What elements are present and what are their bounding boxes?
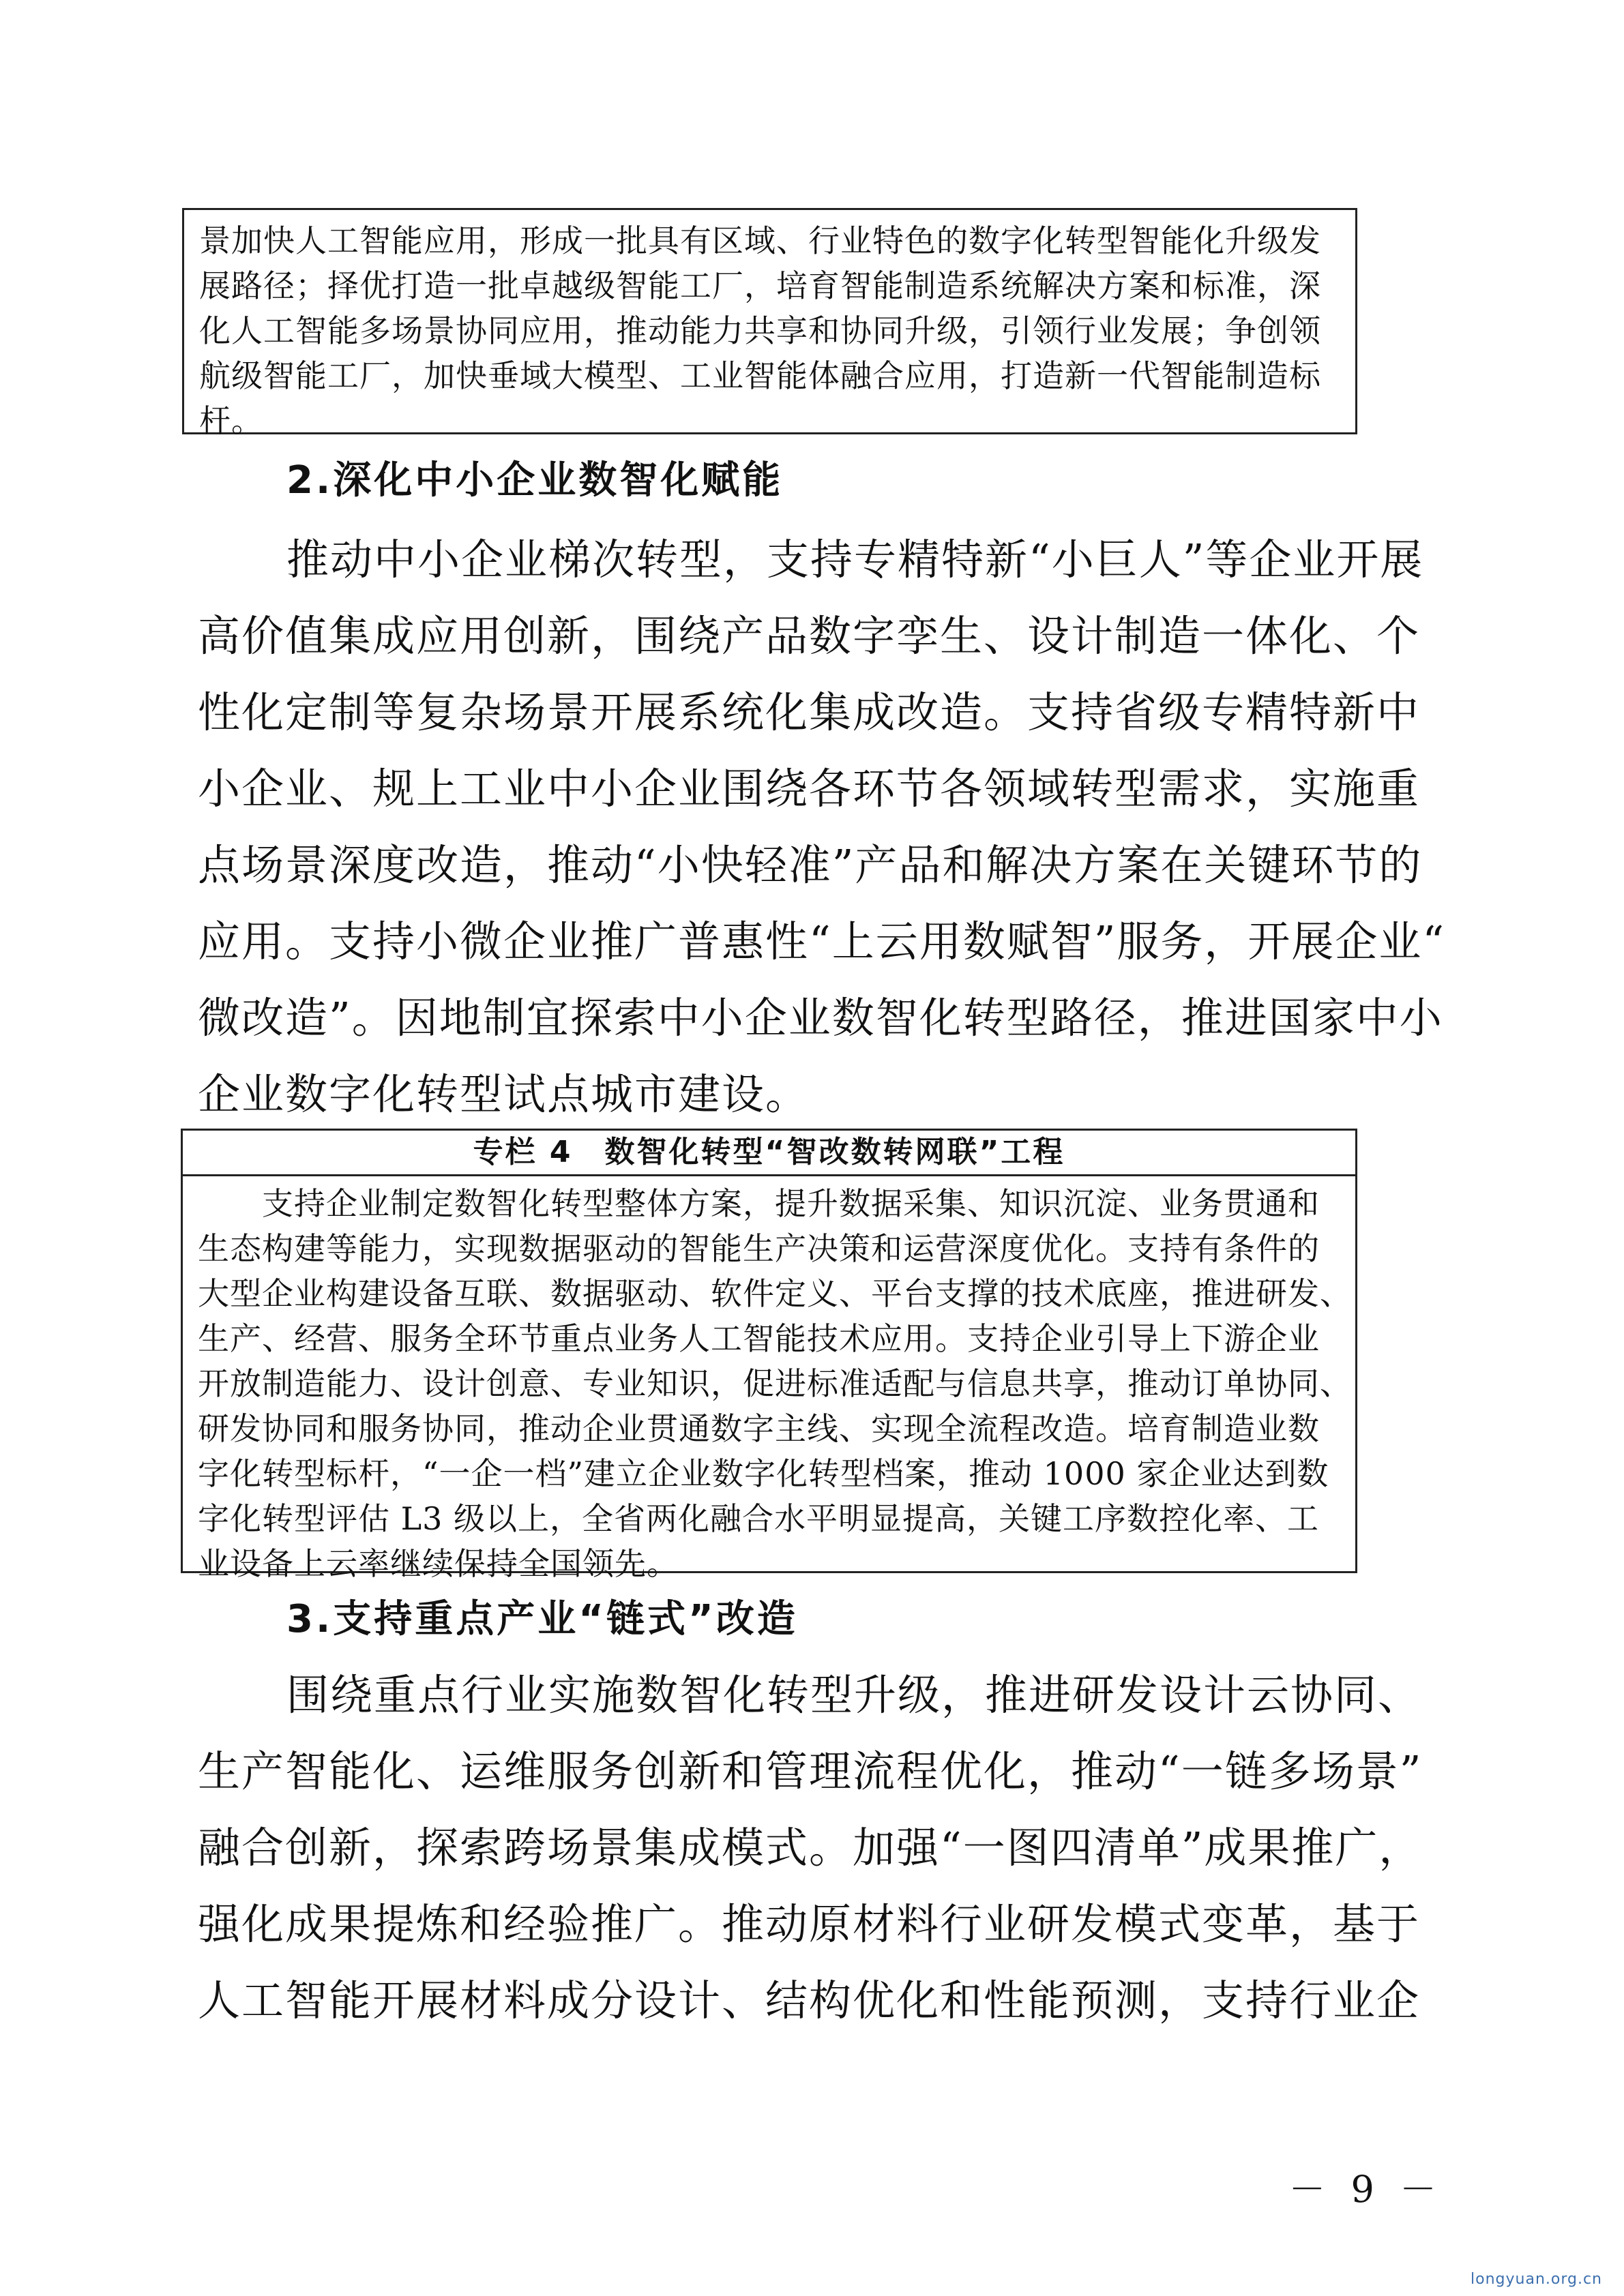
box-line: 化人工智能多场景协同应用，推动能力共享和协同升级，引领行业发展；争创领 bbox=[199, 312, 1321, 349]
column-box-title: 专栏 4 数智化转型“智改数转网联”工程 bbox=[183, 1131, 1355, 1176]
paragraph-line: 微改造”。因地制宜探索中小企业数智化转型路径，推进国家中小 bbox=[198, 993, 1443, 1043]
paragraph-line: 强化成果提炼和经验推广。推动原材料行业研发模式变革，基于 bbox=[198, 1899, 1421, 1949]
box-line: 字化转型评估 L3 级以上，全省两化融合水平明显提高，关键工序数控化率、工 bbox=[198, 1500, 1320, 1537]
box-line: 开放制造能力、设计创意、专业知识，促进标准适配与信息共享，推动订单协同、 bbox=[198, 1365, 1352, 1402]
paragraph-line: 性化定制等复杂场景开展系统化集成改造。支持省级专精特新中 bbox=[198, 687, 1421, 737]
section-2-paragraph bbox=[198, 522, 1446, 1133]
box-line: 大型企业构建设备互联、数据驱动、软件定义、平台支撑的技术底座，推进研发、 bbox=[198, 1275, 1352, 1312]
page-number: － 9 － bbox=[1288, 2168, 1443, 2211]
box-line: 杆。 bbox=[199, 402, 263, 439]
box-line: 生产、经营、服务全环节重点业务人工智能技术应用。支持企业引导上下游企业 bbox=[198, 1320, 1320, 1357]
box-line: 航级智能工厂，加快垂域大模型、工业智能体融合应用，打造新一代智能制造标 bbox=[199, 357, 1321, 394]
column-box-4 bbox=[181, 1129, 1357, 1582]
paragraph-line: 推动中小企业梯次转型，支持专精特新“小巨人”等企业开展 bbox=[286, 535, 1424, 584]
section-3-paragraph bbox=[198, 1657, 1439, 2039]
continued-box-body bbox=[199, 218, 1344, 443]
box-line: 景加快人工智能应用，形成一批具有区域、行业特色的数字化转型智能化升级发 bbox=[199, 222, 1321, 259]
box-line: 生态构建等能力，实现数据驱动的智能生产决策和运营深度优化。支持有条件的 bbox=[198, 1230, 1320, 1267]
paragraph-line: 生产智能化、运维服务创新和管理流程优化，推动“一链多场景” bbox=[198, 1746, 1423, 1796]
paragraph-line: 人工智能开展材料成分设计、结构优化和性能预测，支持行业企 bbox=[198, 1976, 1421, 2025]
box-line: 研发协同和服务协同，推动企业贯通数字主线、实现全流程改造。培育制造业数 bbox=[198, 1410, 1320, 1447]
paragraph-line: 高价值集成应用创新，围绕产品数字孪生、设计制造一体化、个 bbox=[198, 611, 1421, 661]
paragraph-line: 点场景深度改造，推动“小快轻准”产品和解决方案在关键环节的 bbox=[198, 840, 1423, 890]
paragraph-line: 融合创新，探索跨场景集成模式。加强“一图四清单”成果推广， bbox=[198, 1823, 1423, 1873]
box-line: 展路径；择优打造一批卓越级智能工厂，培育智能制造系统解决方案和标准，深 bbox=[199, 267, 1321, 304]
continued-text-box bbox=[182, 208, 1357, 439]
box-line: 支持企业制定数智化转型整体方案，提升数据采集、知识沉淀、业务贯通和 bbox=[198, 1185, 1320, 1222]
watermark-text: longyuan.org.cn bbox=[1471, 2271, 1602, 2288]
section-heading-3: 3.支持重点产业“链式”改造 bbox=[286, 1597, 798, 1641]
paragraph-line: 小企业、规上工业中小企业围绕各环节各领域转型需求，实施重 bbox=[198, 764, 1421, 814]
column-box-body bbox=[198, 1181, 1352, 1586]
box-line: 业设备上云率继续保持全国领先。 bbox=[198, 1545, 679, 1582]
box-line: 字化转型标杆，“一企一档”建立企业数字化转型档案，推动 1000 家企业达到数 bbox=[198, 1455, 1329, 1492]
paragraph-line: 围绕重点行业实施数智化转型升级，推进研发设计云协同、 bbox=[286, 1670, 1422, 1720]
paragraph-line: 应用。支持小微企业推广普惠性“上云用数赋智”服务，开展企业“ bbox=[198, 916, 1446, 966]
section-heading-2: 2.深化中小企业数智化赋能 bbox=[286, 458, 784, 503]
paragraph-line: 企业数字化转型试点城市建设。 bbox=[198, 1069, 810, 1119]
